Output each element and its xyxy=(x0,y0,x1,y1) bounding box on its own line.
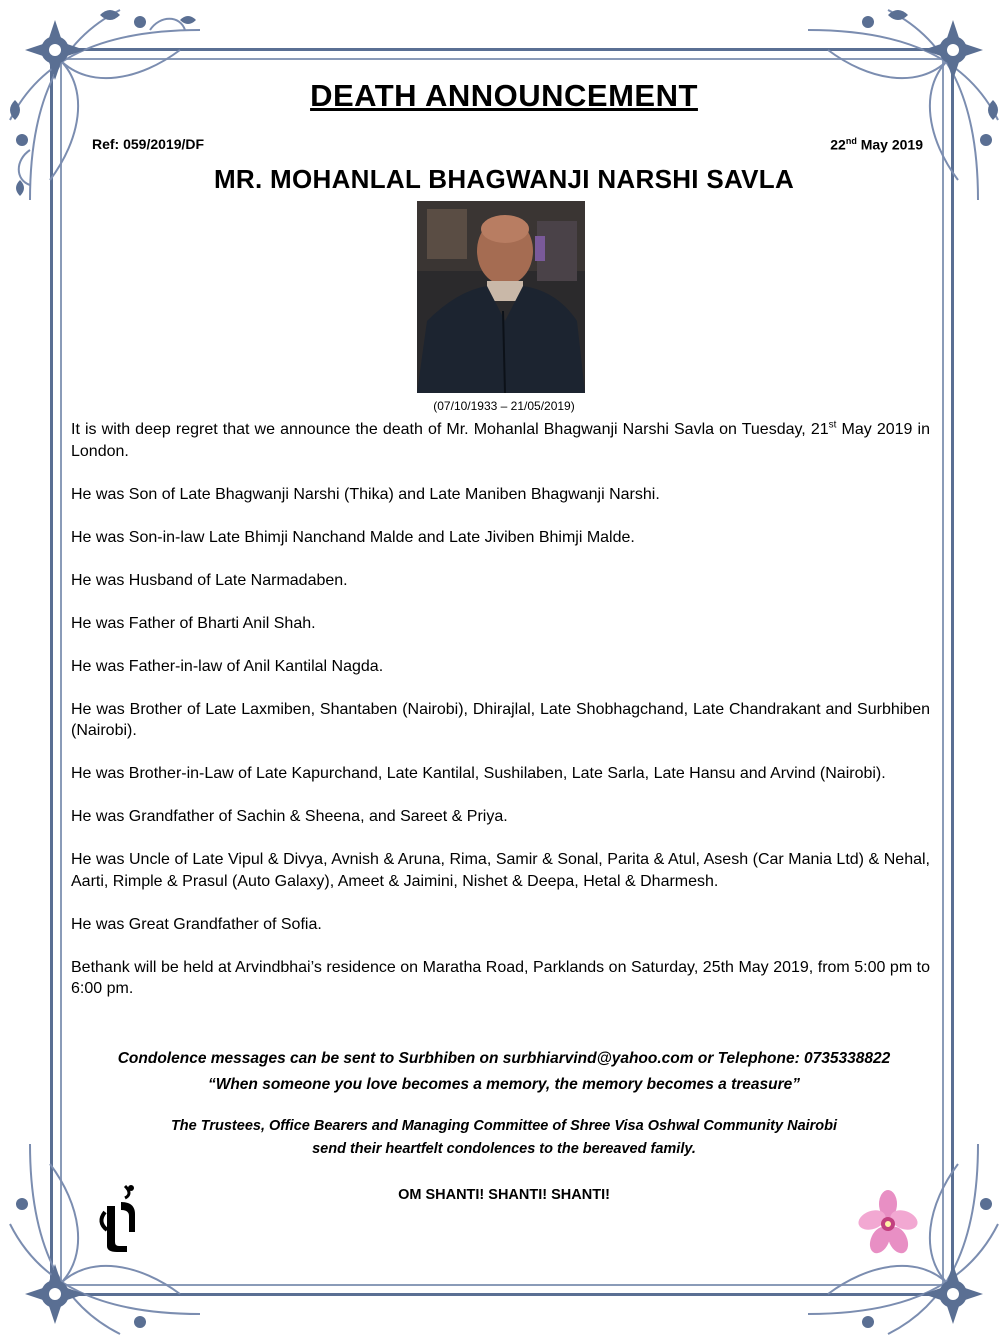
page-title-text: DEATH ANNOUNCEMENT xyxy=(310,78,698,113)
orchid-flower-icon xyxy=(858,1190,918,1256)
announcement-body xyxy=(71,419,930,1021)
body-paragraph: He was Son of Late Bhagwanji Narshi (Thika) and Late Maniben Bhagwanji Narshi. xyxy=(71,485,660,503)
trustees-line-1: The Trustees, Office Bearers and Managing Committee of Shree Visa Oshwal Community Nairobi xyxy=(170,1118,838,1134)
body-paragraph-1a: It is with deep regret that we announce the death of Mr. Mohanlal Bhagwanji Narshi Savla on Tuesday, 21 xyxy=(71,421,829,438)
portrait-photo xyxy=(417,201,585,393)
jain-symbol-icon xyxy=(95,1182,143,1254)
body-paragraph: He was Father of Bharti Anil Shah. xyxy=(71,614,316,632)
floral-corner-ornament-icon xyxy=(0,0,250,250)
date-rest: May 2019 xyxy=(856,136,923,153)
body-paragraph: He was Father-in-law of Anil Kantilal Nagda. xyxy=(71,657,384,675)
deceased-name: MR. MOHANLAL BHAGWANJI NARSHI SAVLA xyxy=(213,164,795,194)
body-paragraph: Bethank will be held at Arvindbhai’s residence on Maratha Road, Parklands on Saturday, 25th May 2019, from 5:00 pm to 6:00 pm. xyxy=(71,958,930,997)
body-paragraph: He was Brother of Late Laxmiben, Shantaben (Nairobi), Dhirajlal, Late Shobhagchand, Late Chandrakant and Surbhiben (Nairobi). xyxy=(71,700,930,739)
body-paragraph xyxy=(71,419,930,462)
reference-number: Ref: 059/2019/DF xyxy=(92,136,205,152)
body-paragraph-1-sup: st xyxy=(828,419,837,431)
date-suffix: nd xyxy=(845,136,857,146)
body-paragraph: He was Great Grandfather of Sofia. xyxy=(71,915,322,933)
condolence-contact: Condolence messages can be sent to Surbhiben on surbhiarvind@yahoo.com or Telephone: 0735338822 xyxy=(117,1050,891,1067)
body-paragraph-1b: May 2019 in London. xyxy=(71,421,931,460)
body-paragraph: He was Son-in-law Late Bhimji Nanchand Malde and Late Jiviben Bhimji Malde. xyxy=(71,528,635,546)
page-title xyxy=(0,78,1008,114)
closing-section xyxy=(60,1047,948,1097)
trustees-line-2: send their heartfelt condolences to the bereaved family. xyxy=(312,1141,696,1157)
body-paragraph: He was Husband of Late Narmadaben. xyxy=(71,571,348,589)
life-dates: (07/10/1933 – 21/05/2019) xyxy=(433,399,575,413)
om-shanti: OM SHANTI! SHANTI! SHANTI! xyxy=(398,1187,610,1203)
floral-corner-ornament-icon xyxy=(758,0,1008,250)
body-paragraph: He was Uncle of Late Vipul & Divya, Avnish & Aruna, Rima, Samir & Sonal, Parita & Atul, Asesh (Car Mania Ltd) & Nehal, Aarti, Rimple & Prasul (Auto Galaxy), Ameet & Jaimini, Nishet & Deepa, Hetal & Dharmesh. xyxy=(71,851,930,890)
trustees-condolence xyxy=(60,1115,948,1161)
date-day: 22 xyxy=(830,136,846,153)
body-paragraph: He was Brother-in-Law of Late Kapurchand, Late Kantilal, Sushilaben, Late Sarla, Late Hansu and Arvind (Nairobi). xyxy=(71,765,886,782)
body-paragraph: He was Grandfather of Sachin & Sheena, and Sareet & Priya. xyxy=(71,808,508,825)
announcement-date xyxy=(830,136,923,153)
memorial-quote: “When someone you love becomes a memory, the memory becomes a treasure” xyxy=(207,1076,801,1093)
